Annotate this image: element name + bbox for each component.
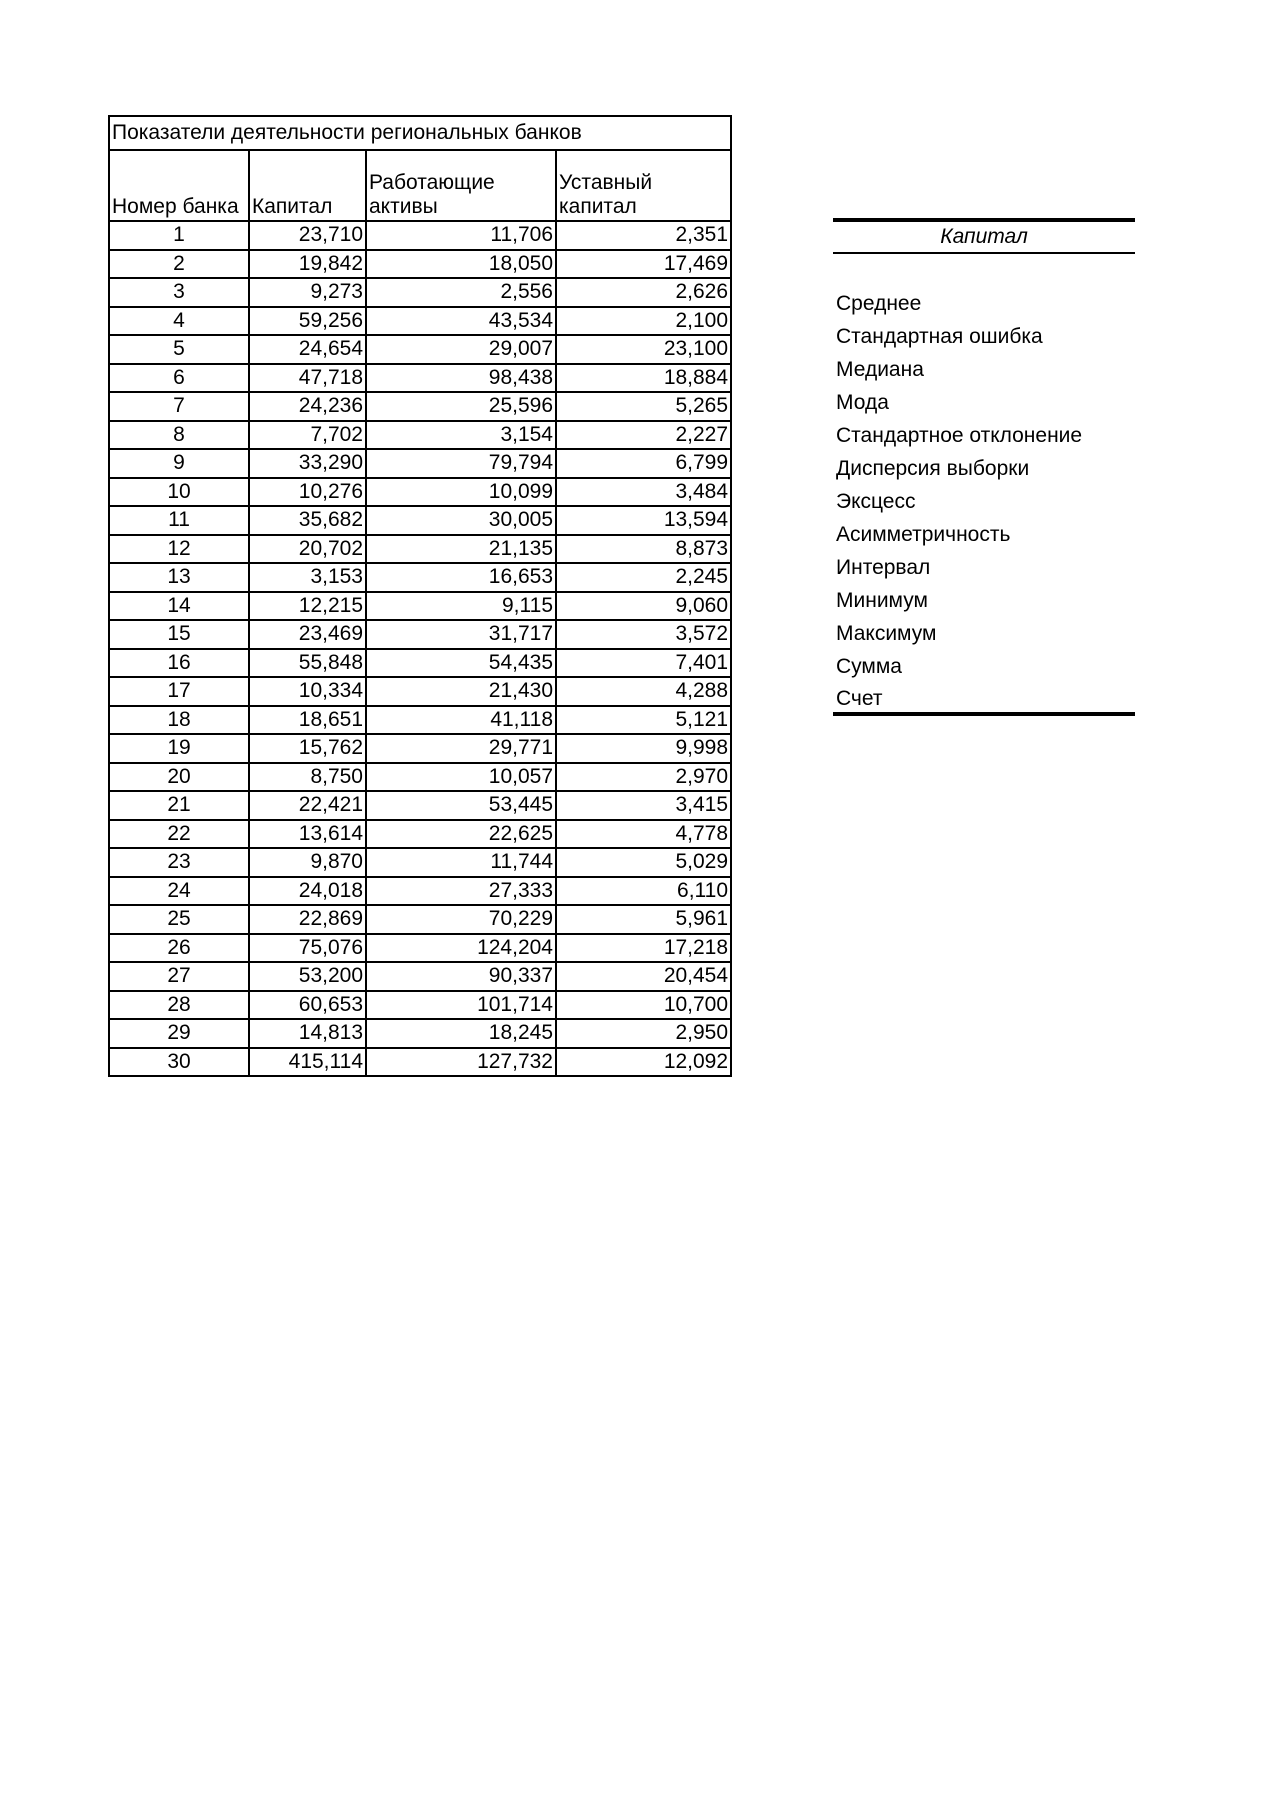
cell-working-assets[interactable]: 21,430 [366,677,556,706]
cell-authorized-capital[interactable]: 2,245 [556,563,731,592]
cell-working-assets[interactable]: 10,099 [366,478,556,507]
cell-authorized-capital[interactable]: 17,469 [556,250,731,279]
cell-capital[interactable]: 10,334 [249,677,366,706]
cell-bank-number[interactable]: 25 [109,905,249,934]
cell-bank-number[interactable]: 2 [109,250,249,279]
cell-authorized-capital[interactable]: 2,100 [556,307,731,336]
cell-authorized-capital[interactable]: 3,572 [556,620,731,649]
table-title-row [109,116,731,150]
cell-working-assets[interactable]: 53,445 [366,791,556,820]
cell-capital[interactable]: 75,076 [249,934,366,963]
cell-bank-number[interactable]: 20 [109,763,249,792]
cell-authorized-capital[interactable]: 7,401 [556,649,731,678]
cell-capital[interactable]: 35,682 [249,506,366,535]
cell-authorized-capital[interactable]: 6,110 [556,877,731,906]
stat-label[interactable]: Сумма [836,655,902,678]
stat-label[interactable]: Стандартное отклонение [836,424,1083,447]
table-row [109,506,731,535]
cell-authorized-capital[interactable]: 23,100 [556,335,731,364]
table-row [109,364,731,393]
cell-working-assets[interactable]: 9,115 [366,592,556,621]
cell-capital[interactable]: 19,842 [249,250,366,279]
cell-bank-number[interactable]: 24 [109,877,249,906]
cell-working-assets[interactable]: 25,596 [366,392,556,421]
cell-authorized-capital[interactable]: 4,778 [556,820,731,849]
cell-authorized-capital[interactable]: 9,060 [556,592,731,621]
bank-indicators-table [108,115,732,1077]
header-authorized-capital[interactable]: Уставный капитал [556,150,731,221]
cell-authorized-capital[interactable]: 2,351 [556,221,731,250]
cell-authorized-capital[interactable]: 5,961 [556,905,731,934]
table-row [109,706,731,735]
cell-capital[interactable]: 9,273 [249,278,366,307]
stat-label[interactable]: Медиана [836,358,924,381]
cell-capital[interactable]: 8,750 [249,763,366,792]
cell-authorized-capital[interactable]: 18,884 [556,364,731,393]
table-row [109,649,731,678]
cell-capital[interactable]: 24,018 [249,877,366,906]
cell-working-assets[interactable]: 127,732 [366,1048,556,1077]
cell-authorized-capital[interactable]: 5,265 [556,392,731,421]
table-row [109,421,731,450]
cell-working-assets[interactable]: 21,135 [366,535,556,564]
table-title[interactable]: Показатели деятельности региональных банков [109,116,731,150]
cell-authorized-capital[interactable]: 2,950 [556,1019,731,1048]
cell-working-assets[interactable]: 2,556 [366,278,556,307]
cell-bank-number[interactable]: 15 [109,620,249,649]
cell-bank-number[interactable]: 21 [109,791,249,820]
cell-bank-number[interactable]: 30 [109,1048,249,1077]
cell-bank-number[interactable]: 3 [109,278,249,307]
table-row [109,791,731,820]
cell-capital[interactable]: 33,290 [249,449,366,478]
header-capital[interactable]: Капитал [249,150,366,221]
cell-bank-number[interactable]: 6 [109,364,249,393]
stat-label[interactable]: Интервал [836,556,931,579]
cell-working-assets[interactable]: 54,435 [366,649,556,678]
cell-authorized-capital[interactable]: 13,594 [556,506,731,535]
table-row [109,478,731,507]
cell-capital[interactable]: 20,702 [249,535,366,564]
cell-capital[interactable]: 55,848 [249,649,366,678]
cell-bank-number[interactable]: 10 [109,478,249,507]
table-row [109,848,731,877]
stat-label[interactable]: Асимметричность [836,523,1011,546]
table-row [109,820,731,849]
cell-working-assets[interactable]: 43,534 [366,307,556,336]
cell-bank-number[interactable]: 18 [109,706,249,735]
table-header-row [109,150,731,221]
stat-label[interactable]: Счет [833,682,1135,716]
table-row [109,250,731,279]
cell-capital[interactable]: 22,421 [249,791,366,820]
stats-spacer [833,254,1135,286]
cell-working-assets[interactable]: 18,245 [366,1019,556,1048]
cell-capital[interactable]: 23,710 [249,221,366,250]
table-row [109,563,731,592]
cell-capital[interactable]: 24,654 [249,335,366,364]
cell-authorized-capital[interactable]: 20,454 [556,962,731,991]
cell-authorized-capital[interactable]: 3,484 [556,478,731,507]
stat-label[interactable]: Среднее [836,292,922,315]
stat-label[interactable]: Эксцесс [836,490,916,513]
cell-bank-number[interactable]: 28 [109,991,249,1020]
cell-bank-number[interactable]: 7 [109,392,249,421]
cell-bank-number[interactable]: 9 [109,449,249,478]
cell-capital[interactable]: 23,469 [249,620,366,649]
table-row [109,677,731,706]
table-row [109,877,731,906]
cell-capital[interactable]: 3,153 [249,563,366,592]
cell-authorized-capital[interactable]: 3,415 [556,791,731,820]
table-row [109,934,731,963]
cell-capital[interactable]: 18,651 [249,706,366,735]
cell-bank-number[interactable]: 4 [109,307,249,336]
cell-bank-number[interactable]: 29 [109,1019,249,1048]
cell-bank-number[interactable]: 13 [109,563,249,592]
table-row [109,335,731,364]
cell-bank-number[interactable]: 27 [109,962,249,991]
cell-bank-number[interactable]: 12 [109,535,249,564]
cell-working-assets[interactable]: 22,625 [366,820,556,849]
table-row [109,620,731,649]
cell-authorized-capital[interactable]: 17,218 [556,934,731,963]
stats-rows [833,286,1135,716]
stat-label[interactable]: Стандартная ошибка [836,325,1043,348]
cell-working-assets[interactable]: 98,438 [366,364,556,393]
cell-capital[interactable]: 12,215 [249,592,366,621]
cell-authorized-capital[interactable]: 8,873 [556,535,731,564]
table-row [109,734,731,763]
stat-label[interactable]: Дисперсия выборки [836,457,1030,480]
cell-authorized-capital[interactable]: 2,970 [556,763,731,792]
cell-authorized-capital[interactable]: 12,092 [556,1048,731,1077]
cell-bank-number[interactable]: 26 [109,934,249,963]
cell-working-assets[interactable]: 11,744 [366,848,556,877]
stat-label[interactable]: Мода [836,391,889,414]
cell-working-assets[interactable]: 70,229 [366,905,556,934]
cell-capital[interactable]: 47,718 [249,364,366,393]
cell-bank-number[interactable]: 16 [109,649,249,678]
table-row [109,221,731,250]
cell-authorized-capital[interactable]: 10,700 [556,991,731,1020]
cell-capital[interactable]: 60,653 [249,991,366,1020]
table-row [109,535,731,564]
cell-capital[interactable]: 59,256 [249,307,366,336]
header-working-assets[interactable]: Работающие активы [366,150,556,221]
cell-authorized-capital[interactable]: 4,288 [556,677,731,706]
table-row [109,592,731,621]
cell-working-assets[interactable]: 16,653 [366,563,556,592]
cell-capital[interactable]: 22,869 [249,905,366,934]
cell-capital[interactable]: 24,236 [249,392,366,421]
cell-bank-number[interactable]: 11 [109,506,249,535]
cell-working-assets[interactable]: 79,794 [366,449,556,478]
cell-bank-number[interactable]: 17 [109,677,249,706]
cell-capital[interactable]: 9,870 [249,848,366,877]
cell-authorized-capital[interactable]: 6,799 [556,449,731,478]
cell-bank-number[interactable]: 1 [109,221,249,250]
cell-capital[interactable]: 15,762 [249,734,366,763]
descriptive-stats-block [833,218,1135,716]
cell-working-assets[interactable]: 29,771 [366,734,556,763]
cell-capital[interactable]: 10,276 [249,478,366,507]
table-row [109,278,731,307]
cell-capital[interactable]: 7,702 [249,421,366,450]
stat-label[interactable]: Минимум [836,589,928,612]
header-bank-number[interactable]: Номер банка [109,150,249,221]
table-row [109,1048,731,1077]
table-row [109,392,731,421]
cell-working-assets[interactable]: 31,717 [366,620,556,649]
cell-capital[interactable]: 14,813 [249,1019,366,1048]
cell-working-assets[interactable]: 18,050 [366,250,556,279]
table-row [109,905,731,934]
cell-bank-number[interactable]: 5 [109,335,249,364]
table-row [109,763,731,792]
cell-working-assets[interactable]: 27,333 [366,877,556,906]
cell-authorized-capital[interactable]: 5,029 [556,848,731,877]
cell-capital[interactable]: 415,114 [249,1048,366,1077]
cell-authorized-capital[interactable]: 5,121 [556,706,731,735]
table-row [109,449,731,478]
cell-working-assets[interactable]: 41,118 [366,706,556,735]
cell-bank-number[interactable]: 14 [109,592,249,621]
table-row [109,1019,731,1048]
cell-bank-number[interactable]: 8 [109,421,249,450]
table-row [109,991,731,1020]
cell-capital[interactable]: 53,200 [249,962,366,991]
cell-bank-number[interactable]: 19 [109,734,249,763]
cell-capital[interactable]: 13,614 [249,820,366,849]
cell-working-assets[interactable]: 10,057 [366,763,556,792]
cell-working-assets[interactable]: 90,337 [366,962,556,991]
cell-working-assets[interactable]: 30,005 [366,506,556,535]
cell-authorized-capital[interactable]: 9,998 [556,734,731,763]
cell-working-assets[interactable]: 3,154 [366,421,556,450]
table-row [109,307,731,336]
cell-working-assets[interactable]: 29,007 [366,335,556,364]
cell-bank-number[interactable]: 22 [109,820,249,849]
cell-bank-number[interactable]: 23 [109,848,249,877]
stat-label[interactable]: Максимум [836,622,937,645]
cell-working-assets[interactable]: 124,204 [366,934,556,963]
cell-authorized-capital[interactable]: 2,626 [556,278,731,307]
table-row [109,962,731,991]
cell-working-assets[interactable]: 101,714 [366,991,556,1020]
cell-working-assets[interactable]: 11,706 [366,221,556,250]
stats-title[interactable]: Капитал [833,218,1135,254]
cell-authorized-capital[interactable]: 2,227 [556,421,731,450]
